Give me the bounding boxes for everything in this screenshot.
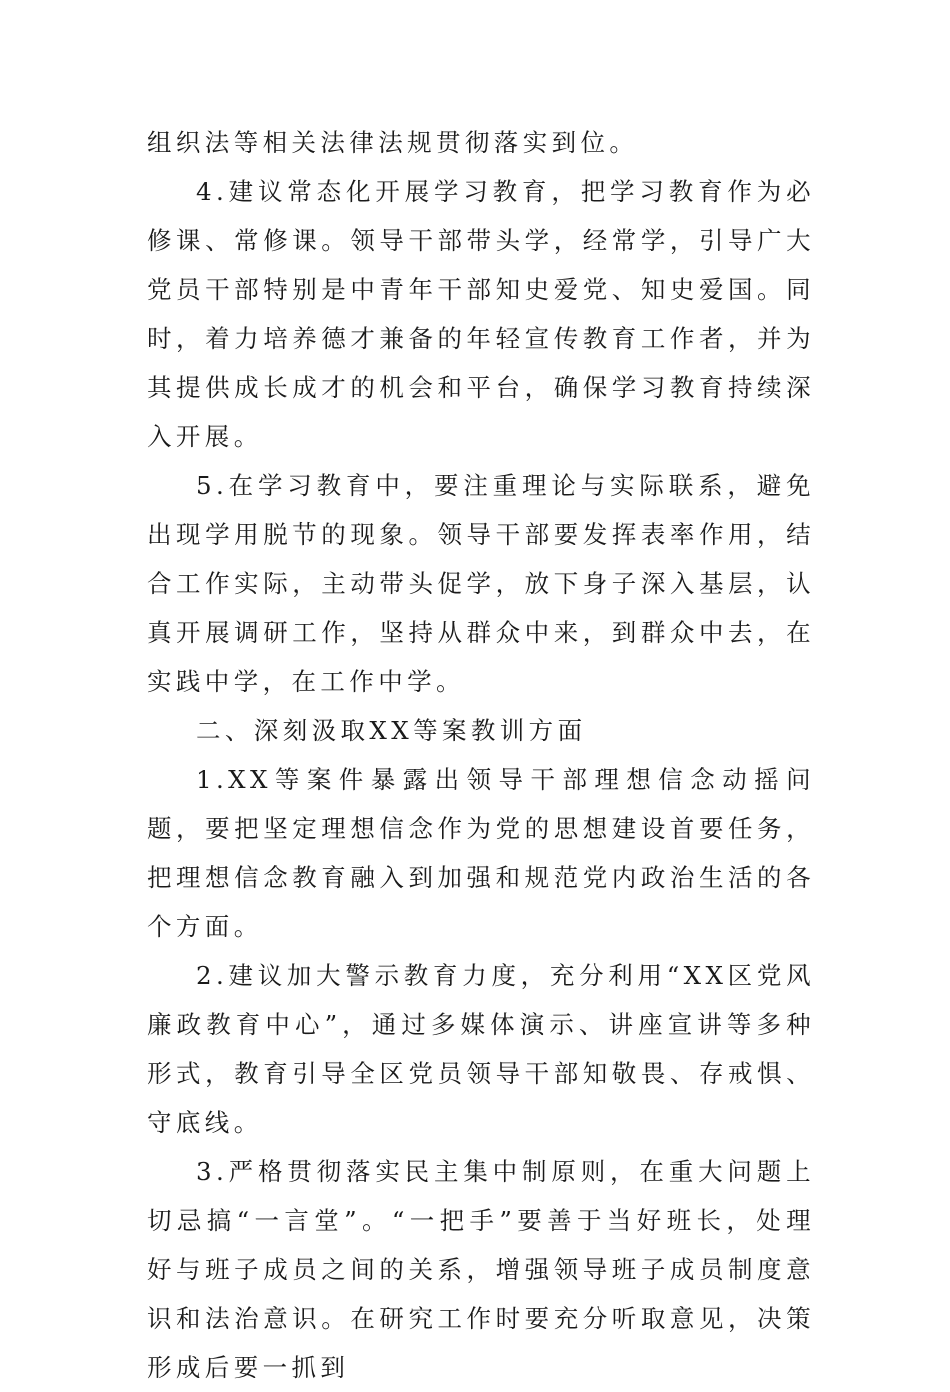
paragraph-item-4: 4.建议常态化开展学习教育，把学习教育作为必修课、常修课。领导干部带头学，经常学，引导广大党员干部特别是中青年干部知史爱党、知史爱国。同时，着力培养德才兼备的年轻宣传教育工作者，并为其提供成长成才的机会和平台，确保学习教育持续深入开展。 [147,177,815,451]
paragraph-continuation: 组织法等相关法律法规贯彻落实到位。 [147,128,639,157]
paragraph-item-3: 3.严格贯彻落实民主集中制原则，在重大问题上切忌搞“一言堂”。“一把手”要善于当好班长，处理好与班子成员之间的关系，增强领导班子成员制度意识和法治意识。在研究工作时要充分听取意见，决策形成后要一抓到 [147,1157,815,1382]
paragraph-item-1: 1.XX等案件暴露出领导干部理想信念动摇问题，要把坚定理想信念作为党的思想建设首要任务，把理想信念教育融入到加强和规范党内政治生活的各个方面。 [147,765,815,941]
document-page [147,118,815,1392]
section-heading-2: 二、深刻汲取XX等案教训方面 [196,716,587,745]
paragraph-item-2: 2.建议加大警示教育力度，充分利用“XX区党风廉政教育中心”，通过多媒体演示、讲座宣讲等多种形式，教育引导全区党员领导干部知敬畏、存戒惧、守底线。 [147,961,815,1137]
paragraph-item-5: 5.在学习教育中，要注重理论与实际联系，避免出现学用脱节的现象。领导干部要发挥表率作用，结合工作实际，主动带头促学，放下身子深入基层，认真开展调研工作，坚持从群众中来，到群众中去，在实践中学，在工作中学。 [147,471,815,696]
